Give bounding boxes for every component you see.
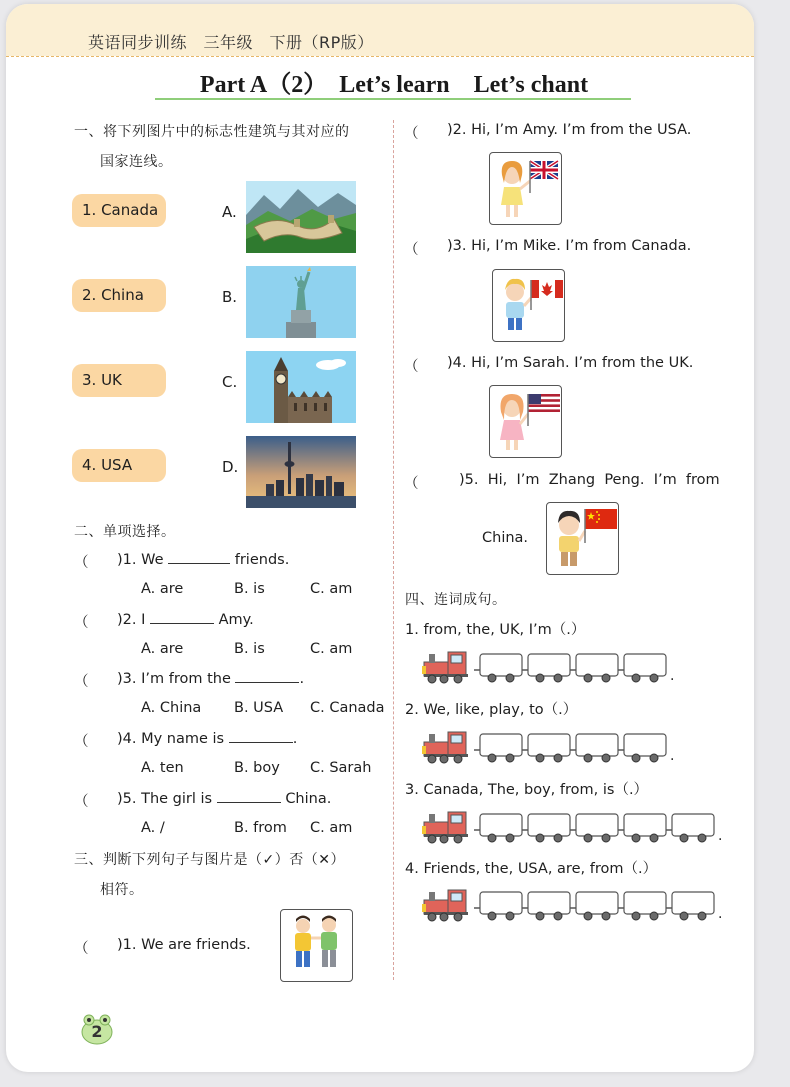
answer-blank[interactable] [217, 790, 281, 803]
option-a[interactable]: A. / [141, 820, 165, 836]
locomotive [422, 732, 468, 763]
option-c[interactable]: C. Canada [310, 700, 385, 716]
train-car[interactable] [618, 892, 666, 920]
book-title: 英语同步训练 三年级 下册（RP版） [88, 33, 374, 52]
sentence-period: . [718, 906, 723, 922]
boy-china-flag-picture [546, 502, 619, 575]
train-car[interactable] [570, 814, 618, 842]
answer-paren[interactable]: （ [404, 476, 419, 492]
answer-paren[interactable]: （ [74, 555, 89, 571]
train-car[interactable] [570, 654, 618, 682]
sentence-train-4[interactable] [420, 884, 730, 928]
locomotive [422, 812, 468, 843]
judge-4-text: )4. Hi, I’m Sarah. I’m from the UK. [447, 355, 694, 371]
question-5-stem: )5. The girl is China. [117, 791, 332, 807]
answer-blank[interactable] [150, 611, 214, 624]
words-1: 1. from, the, UK, I’m（.） [405, 622, 586, 638]
option-b[interactable]: B. boy [234, 760, 280, 776]
country-label-uk[interactable]: 3. UK [72, 364, 166, 397]
girl-uk-flag-picture [489, 152, 562, 225]
judge-1-text: )1. We are friends. [117, 937, 251, 953]
words-3: 3. Canada, The, boy, from, is（.） [405, 782, 649, 798]
question-2-stem: )2. I Amy. [117, 612, 254, 628]
country-label-china[interactable]: 2. China [72, 279, 166, 312]
option-a[interactable]: A. are [141, 641, 184, 657]
answer-paren[interactable]: （ [74, 674, 89, 690]
great-wall-picture[interactable] [246, 181, 356, 253]
page-number: 2 [91, 1022, 103, 1041]
header-divider [6, 56, 754, 57]
section1-heading-cont: 国家连线。 [100, 154, 173, 170]
option-c[interactable]: C. am [310, 581, 353, 597]
question-4-stem: )4. My name is . [117, 731, 298, 747]
section1-heading: 一、将下列图片中的标志性建筑与其对应的 [74, 124, 350, 140]
section3-heading: 三、判断下列句子与图片是（✓）否（✕） [74, 852, 345, 868]
train-car[interactable] [474, 814, 522, 842]
sentence-train-1[interactable] [420, 646, 680, 690]
section4-heading: 四、连词成句。 [405, 592, 507, 608]
judge-5-text: )5. Hi, I’m Zhang Peng. I’m from [459, 472, 720, 488]
sentence-period: . [670, 668, 675, 684]
picture-letter-d: D. [222, 458, 239, 476]
locomotive [422, 652, 468, 683]
option-c[interactable]: C. am [310, 641, 353, 657]
answer-paren[interactable]: （ [74, 941, 89, 957]
sentence-train-2[interactable] [420, 726, 680, 770]
train-car[interactable] [474, 892, 522, 920]
words-4: 4. Friends, the, USA, are, from（.） [405, 861, 658, 877]
answer-paren[interactable]: （ [404, 359, 419, 375]
train-car[interactable] [522, 892, 570, 920]
judge-2-text: )2. Hi, I’m Amy. I’m from the USA. [447, 122, 692, 138]
country-label-usa[interactable]: 4. USA [72, 449, 166, 482]
page-header [6, 4, 754, 56]
answer-paren[interactable]: （ [74, 734, 89, 750]
option-c[interactable]: C. am [310, 820, 353, 836]
train-car[interactable] [474, 654, 522, 682]
frog-page-badge [80, 1012, 114, 1046]
section3-heading-cont: 相符。 [100, 882, 144, 898]
option-a[interactable]: A. China [141, 700, 202, 716]
train-car[interactable] [522, 654, 570, 682]
answer-paren[interactable]: （ [74, 794, 89, 810]
option-b[interactable]: B. is [234, 581, 265, 597]
answer-paren[interactable]: （ [74, 615, 89, 631]
locomotive [422, 890, 468, 921]
train-car[interactable] [618, 654, 666, 682]
picture-letter-a: A. [222, 203, 237, 221]
column-divider [393, 120, 394, 980]
sentence-period: . [718, 828, 723, 844]
question-3-stem: )3. I’m from the . [117, 671, 305, 687]
answer-blank[interactable] [235, 670, 299, 683]
sentence-train-3[interactable] [420, 806, 730, 850]
train-car[interactable] [618, 734, 666, 762]
boy-canada-flag-picture [492, 269, 565, 342]
train-car[interactable] [474, 734, 522, 762]
two-boys-picture [280, 909, 353, 982]
judge-5-text-cont: China. [482, 530, 529, 546]
train-car[interactable] [666, 892, 714, 920]
train-car[interactable] [570, 734, 618, 762]
cn-tower-picture[interactable] [246, 436, 356, 508]
train-car[interactable] [570, 892, 618, 920]
answer-blank[interactable] [229, 730, 293, 743]
train-car[interactable] [522, 734, 570, 762]
page-title: Part A（2） Let’s learn Let’s chant [199, 72, 589, 98]
answer-paren[interactable]: （ [404, 126, 419, 142]
option-a[interactable]: A. ten [141, 760, 184, 776]
option-b[interactable]: B. from [234, 820, 287, 836]
train-car[interactable] [618, 814, 666, 842]
option-b[interactable]: B. USA [234, 700, 284, 716]
big-ben-picture[interactable] [246, 351, 356, 423]
train-car[interactable] [666, 814, 714, 842]
statue-of-liberty-picture[interactable] [246, 266, 356, 338]
judge-3-text: )3. Hi, I’m Mike. I’m from Canada. [447, 238, 692, 254]
sentence-period: . [670, 748, 675, 764]
title-underline [155, 98, 631, 100]
answer-paren[interactable]: （ [404, 242, 419, 258]
country-label-canada[interactable]: 1. Canada [72, 194, 166, 227]
answer-blank[interactable] [168, 551, 230, 564]
words-2: 2. We, like, play, to（.） [405, 702, 578, 718]
train-car[interactable] [522, 814, 570, 842]
picture-letter-b: B. [222, 288, 238, 306]
option-c[interactable]: C. Sarah [310, 760, 372, 776]
section2-heading: 二、单项选择。 [74, 524, 176, 540]
girl-usa-flag-picture [489, 385, 562, 458]
question-1-stem: )1. We friends. [117, 552, 290, 568]
picture-letter-c: C. [222, 373, 238, 391]
option-a[interactable]: A. are [141, 581, 184, 597]
option-b[interactable]: B. is [234, 641, 265, 657]
